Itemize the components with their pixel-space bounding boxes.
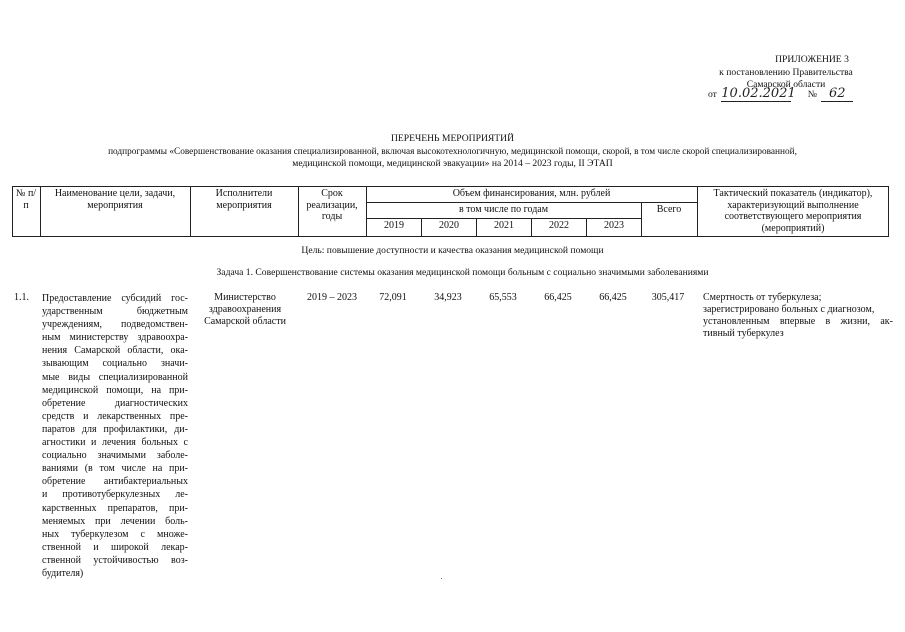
header-by-years: в том числе по годам	[458, 204, 549, 215]
appendix-line-1: к постановлению Правительства	[719, 66, 853, 78]
name-line: будителя)	[42, 567, 84, 579]
header-bottom-border	[12, 236, 888, 237]
heading-line-2: медицинской помощи, медицинской эвакуации» на 2014 – 2023 годы, II ЭТАП	[292, 158, 613, 170]
indicator-line: зарегистрировано больных с диагнозом,	[703, 304, 875, 315]
indicator-line: Смертность от туберкулеза;	[703, 292, 822, 303]
executor-line: Самарской области	[204, 316, 286, 327]
name-line: медицинской помощи, на при-	[42, 384, 188, 396]
name-line: агностики и лечения больных с	[42, 437, 188, 449]
row-indicator-cell	[703, 292, 893, 340]
row-value-2021: 65,553	[489, 292, 517, 303]
name-line: ных туберкулезом с множе-	[42, 528, 188, 540]
name-line: паратов для профилактики, ди-	[42, 423, 188, 435]
from-label: от	[708, 89, 717, 100]
header-executor: Исполнители мероприятия	[215, 188, 273, 211]
row-value-2020: 34,923	[434, 292, 462, 303]
name-line: карственных препаратов, при-	[42, 502, 188, 514]
name-line: мые виды специализированной	[42, 371, 188, 383]
number-label: №	[807, 89, 817, 100]
header-year-2022: 2022	[549, 220, 569, 231]
header-year-2020: 2020	[439, 220, 459, 231]
header-term: Срок реализации, годы	[306, 188, 358, 222]
name-line: меняемых при лечении боль-	[42, 515, 188, 527]
appendix-date-line	[708, 88, 868, 102]
border-total	[697, 186, 698, 237]
document-heading	[40, 133, 865, 171]
name-line: средств и лекарственных пре-	[42, 410, 188, 422]
border-name	[190, 186, 191, 237]
name-line: ственной и широкой лекар-	[42, 541, 188, 553]
row-number: 1.1.	[14, 292, 29, 303]
name-line: зывающим социально значи-	[42, 358, 188, 370]
header-year-2021: 2021	[494, 220, 514, 231]
border-no	[40, 186, 41, 237]
name-line: ударственным бюджетным	[42, 306, 188, 318]
funding-divider	[366, 202, 697, 203]
goal-line: Цель: повышение доступности и качества оказания медицинской помощи	[301, 245, 604, 256]
years-divider	[366, 218, 641, 219]
header-indicator: Тактический показатель (индикатор), характеризующий выполнение соответствующего мероприятия (мероприятий)	[713, 188, 873, 234]
border-left	[12, 186, 13, 237]
name-line: ваниями (в том числе на при-	[42, 463, 188, 475]
executor-line: здравоохранения	[208, 304, 282, 315]
border-executor	[298, 186, 299, 237]
executor-line: Министерство	[214, 292, 276, 303]
border-right	[888, 186, 889, 237]
header-name: Наименование цели, задачи, мероприятия	[54, 188, 176, 211]
header-top-border	[12, 186, 888, 187]
name-line: ным министерству здравоохра-	[42, 332, 188, 344]
heading-title: ПЕРЕЧЕНЬ МЕРОПРИЯТИЙ	[391, 133, 514, 144]
header-year-2019: 2019	[384, 220, 404, 231]
border-2023	[641, 202, 642, 237]
header-funding: Объем финансирования, млн. рублей	[452, 188, 611, 199]
indicator-line: установленным впервые в жизни, ак-	[703, 316, 893, 327]
name-line: Предоставление субсидий гос-	[42, 293, 188, 304]
row-executor-cell	[196, 292, 294, 328]
appendix-title: ПРИЛОЖЕНИЕ 3	[775, 54, 849, 65]
name-line: ственной устойчивостью воз-	[42, 554, 188, 566]
row-value-2023: 66,425	[599, 292, 627, 303]
name-line: обретение антибактериальных	[42, 476, 188, 488]
name-line: социально значимыми заболе-	[42, 450, 188, 462]
scan-artifact	[441, 578, 442, 579]
task-line: Задача 1. Совершенствование системы оказания медицинской помощи больным с социально значимыми заболеваниями	[216, 267, 709, 278]
handwritten-date: 10.02.2021	[721, 86, 796, 101]
appendix-line-2: Самарской области	[746, 79, 826, 91]
name-line: обретение диагностических	[42, 397, 188, 409]
row-name-cell	[42, 292, 188, 580]
name-line: нения Самарской области, ока-	[42, 345, 188, 357]
handwritten-number: 62	[821, 88, 853, 102]
header-year-2023: 2023	[604, 220, 624, 231]
row-value-total: 305,417	[651, 292, 685, 303]
row-value-2019: 72,091	[379, 292, 407, 303]
heading-line-1: подпрограммы «Совершенствование оказания специализированной, включая высокотехнологичную, медицинской помощи, скорой, в том числе скорой специализированной,	[108, 146, 797, 157]
name-line: учреждениям, подведомствен-	[42, 319, 188, 331]
header-no: № п/п	[15, 188, 37, 211]
header-total: Всего	[656, 204, 682, 215]
indicator-line: тивный туберкулез	[703, 328, 784, 339]
row-value-2022: 66,425	[544, 292, 572, 303]
row-term: 2019 – 2023	[307, 292, 357, 303]
name-line: и противотуберкулезных ле-	[42, 489, 188, 501]
